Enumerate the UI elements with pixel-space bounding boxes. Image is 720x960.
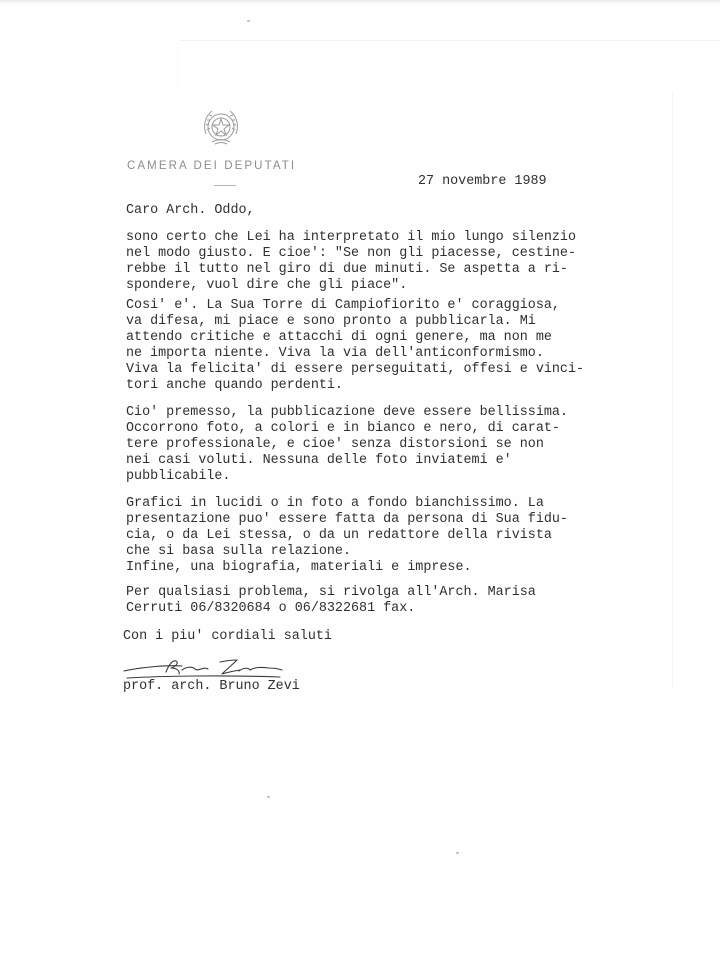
salutation: Caro Arch. Oddo, (126, 203, 255, 218)
letter-date: 27 novembre 1989 (418, 174, 547, 189)
paragraph-4 (126, 496, 666, 576)
letterhead-title: CAMERA DEI DEPUTATI (127, 160, 297, 172)
text-line: spondere, vuol dire che gli piace". (126, 278, 408, 293)
text-line: ne importa niente. Viva la via dell'anticonformismo. (126, 346, 544, 361)
text-line: Per qualsiasi problema, si rivolga all'Arch. Marisa (126, 585, 536, 600)
text-line: Cio' premesso, la pubblicazione deve essere bellissima. (126, 405, 568, 420)
scan-speck (456, 852, 459, 854)
signer-name: prof. arch. Bruno Zevi (123, 679, 300, 694)
text-line: presentazione puo' essere fatta da persona di Sua fidu- (126, 512, 568, 527)
paragraph-2 (126, 298, 666, 394)
text-line: cia, o da Lei stessa, o da un redattore della rivista (126, 528, 552, 543)
text-line: Cerruti 06/8320684 o 06/8322681 fax. (126, 601, 416, 616)
text-line: tori anche quando perdenti. (126, 378, 343, 393)
text-line: Occorrono foto, a colori e in bianco e nero, di carat- (126, 421, 560, 436)
paragraph-1 (126, 230, 666, 294)
text-line: Grafici in lucidi o in foto a fondo bianchissimo. La (126, 496, 544, 511)
text-line: nei casi voluti. Nessuna delle foto inviatemi e' (126, 453, 512, 468)
text-line: tere professionale, e cioe' senza distorsioni se non (126, 437, 544, 452)
text-line: Viva la felicita' di essere perseguitati, offesi e vinci- (126, 362, 585, 377)
closing: Con i piu' cordiali saluti (123, 629, 332, 644)
scan-speck (247, 20, 250, 22)
text-line: che si basa sulla relazione. (126, 544, 351, 559)
italian-republic-emblem-icon (200, 106, 242, 148)
text-line: rebbe il tutto nel giro di due minuti. Se aspetta a ri- (126, 262, 568, 277)
letterhead-rule (214, 185, 236, 186)
paragraph-3 (126, 405, 666, 485)
scan-right-patch (672, 92, 720, 688)
text-line: nel modo giusto. E cioe': "Se non gli piacesse, cestine- (126, 246, 576, 261)
scan-speck (267, 796, 270, 798)
text-line: pubblicabile. (126, 469, 231, 484)
paragraph-5 (126, 585, 666, 617)
handwritten-signature (122, 652, 284, 680)
text-line: Infine, una biografia, materiali e imprese. (126, 560, 472, 575)
text-line: Cosi' e'. La Sua Torre di Campiofiorito e' coraggiosa, (126, 298, 560, 313)
text-line: sono certo che Lei ha interpretato il mio lungo silenzio (126, 230, 576, 245)
scan-blank-patch (180, 40, 720, 93)
scan-top-edge (0, 0, 720, 4)
text-line: attendo critiche e attacchi di ogni genere, ma non me (126, 330, 552, 345)
text-line: va difesa, mi piace e sono pronto a pubblicarla. Mi (126, 314, 536, 329)
